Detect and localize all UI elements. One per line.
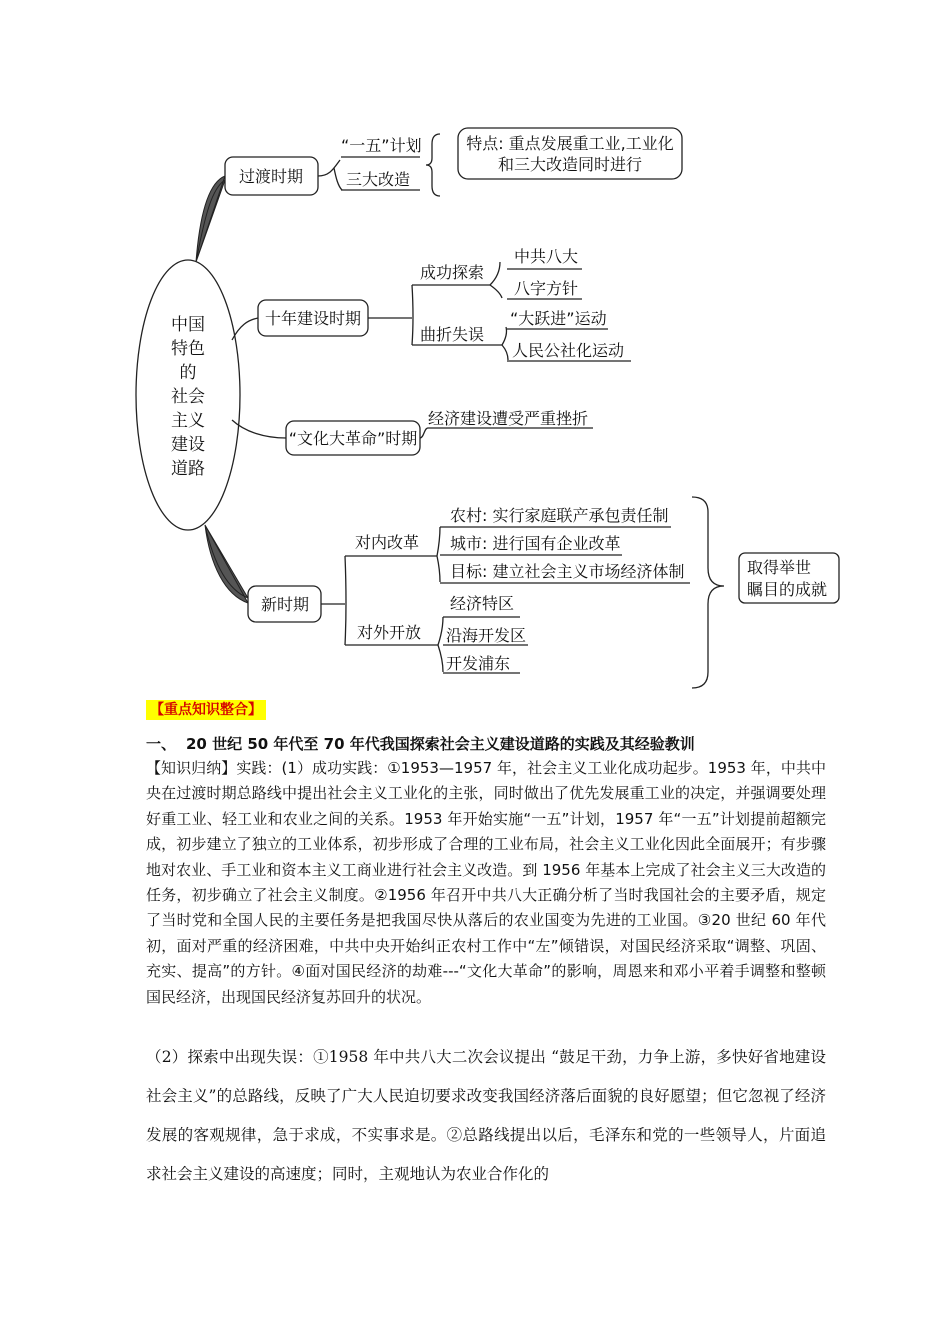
heading-text: 20 世纪 50 年代至 70 年代我国探索社会主义建设道路的实践及其经验教训 bbox=[186, 735, 695, 753]
new-era-brace bbox=[692, 497, 724, 688]
achievement-line-1: 取得举世 bbox=[747, 558, 812, 577]
opening-up-label: 对外开放 bbox=[357, 623, 422, 642]
setback-label: 曲折失误 bbox=[420, 325, 485, 344]
reform-rural: 农村: 实行家庭联产承包责任制 bbox=[450, 506, 669, 525]
center-line-3: 的 bbox=[179, 363, 197, 383]
achievement-line-2: 瞩目的成就 bbox=[747, 580, 828, 599]
mistakes-paragraph: （2）探索中出现失误：①1958 年中共八大二次会议提出 “鼓足干劲，力争上游，多快好省地建设社会主义”的总路线，反映了广大人民迫切要求改变我国经济落后面貌的良好愿望；但它忽视了经济发展的客观规律，急于求成，不实事求是。②总路线提出以后，毛泽东和党的一些领导人，片面追求社会主义建设的高速度；同时，主观地认为农业合作化的 bbox=[146, 1048, 826, 1183]
feature-line-2: 和三大改造同时进行 bbox=[497, 155, 643, 174]
internal-reform-label: 对内改革 bbox=[355, 533, 420, 552]
great-leap-forward: “大跃进”运动 bbox=[510, 309, 607, 328]
eighth-congress: 中共八大 bbox=[514, 247, 579, 266]
center-line-6: 建设 bbox=[171, 435, 205, 455]
knowledge-summary-paragraph: 【知识归纳】实践：(1）成功实践：①1953—1957 年，社会主义工业化成功起步。1953 年，中共中央在过渡时期总路线中提出社会主义工业化的主张，同时做出了优先发展重工业的决定，并强调要处理好重工业、轻工业和农业之间的关系。1953 年开始实施“一五”计划，1957 年“一五”计划提前超额完成，初步建立了独立的工业体系，初步形成了合理的工业布局，社会主义工业化因此全面展开；有步骤地对农业、手工业和资本主义工商业进行社会主义改造。到 1956 年基本上完成了社会主义三大改造的任务，初步确立了社会主义制度。②1956 年召开中共八大正确分析了当时我国社会的主要矛盾，规定了当时党和全国人民的主要任务是把我国尽快从落后的农业国变为先进的工业国。③20 世纪 60 年代初，面对严重的经济困难，中共中央开始纠正农村工作中“左”倾错误，对国民经济采取“调整、巩固、充实、提高”的方针。④面对国民经济的劫难---“文化大革命”的影响，周恩来和邓小平着手调整和整顿国民经济，出现国民经济复苏回升的状况。 bbox=[146, 759, 826, 1006]
branch-transition bbox=[225, 128, 682, 196]
first-five-year-plan: “一五”计划 bbox=[341, 136, 422, 155]
pudong-development: 开发浦东 bbox=[446, 654, 511, 673]
center-line-5: 主义 bbox=[171, 411, 205, 431]
branch-decade bbox=[258, 247, 631, 361]
reform-urban: 城市: 进行国有企业改革 bbox=[450, 534, 621, 553]
branch-cultural-revolution bbox=[286, 409, 593, 455]
reform-goal: 目标: 建立社会主义市场经济体制 bbox=[450, 562, 685, 581]
cultural-revolution-label: “文化大革命”时期 bbox=[288, 429, 418, 448]
success-exploration-label: 成功探索 bbox=[420, 263, 485, 282]
section-tag: 【重点知识整合】 bbox=[146, 700, 266, 720]
branch-new-era bbox=[248, 497, 839, 688]
special-economic-zones: 经济特区 bbox=[450, 594, 515, 613]
center-line-2: 特色 bbox=[171, 339, 205, 359]
economic-setback-text: 经济建设遭受严重挫折 bbox=[428, 409, 589, 428]
center-line-4: 社会 bbox=[171, 387, 205, 407]
mindmap-center-node bbox=[136, 260, 240, 530]
center-line-1: 中国 bbox=[171, 315, 205, 335]
heading-number: 一、 bbox=[146, 735, 177, 753]
three-great-transformations: 三大改造 bbox=[346, 170, 411, 189]
eight-character-policy: 八字方针 bbox=[514, 279, 579, 298]
decade-label: 十年建设时期 bbox=[264, 309, 362, 328]
section-heading bbox=[146, 732, 826, 756]
center-line-7: 道路 bbox=[171, 459, 205, 479]
feature-line-1: 特点: 重点发展重工业,工业化 bbox=[466, 134, 674, 153]
coastal-development-zones: 沿海开发区 bbox=[446, 626, 527, 645]
transition-brace bbox=[426, 134, 440, 196]
peoples-commune-movement: 人民公社化运动 bbox=[512, 341, 625, 360]
new-era-label: 新时期 bbox=[260, 595, 310, 614]
transition-period-label: 过渡时期 bbox=[238, 167, 304, 186]
